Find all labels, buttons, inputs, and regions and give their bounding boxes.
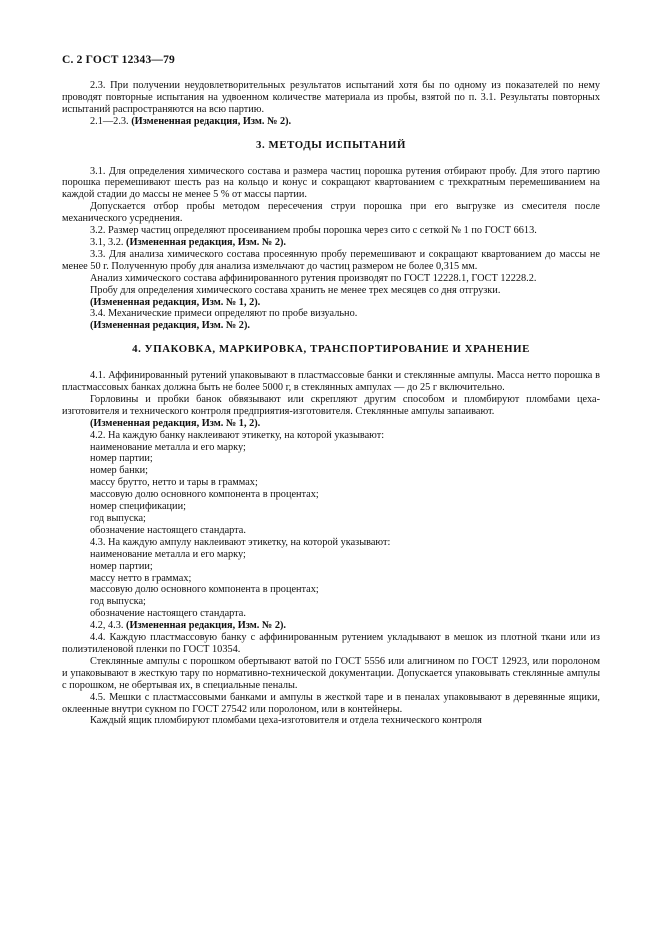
list-item: обозначение настоящего стандарта.	[90, 608, 246, 620]
document-body	[62, 80, 600, 727]
amendment-note	[62, 237, 600, 249]
paragraph: 2.3. При получении неудовлетворительных результатов испытаний хотя бы по одному из показателей по нему проводят повторные испытания на удвоенном количестве материала из пробы, взятой по п. 3.1. Результаты повторных испытаний распространяются на всю партию.	[62, 80, 600, 115]
list-item: массу брутто, нетто и тары в граммах;	[90, 477, 258, 489]
amendment-text: (Измененная редакция, Изм. № 1, 2).	[90, 296, 261, 308]
paragraph: 4.1. Аффинированный рутений упаковывают в пластмассовые банки и стеклянные ампулы. Масса нетто порошка в пластмассовых банках должна быть не более 5000 г, в стеклянных ампулах — до 25 г включительно.	[62, 370, 600, 394]
clause-ref: 4.2, 4.3.	[90, 620, 127, 632]
list-item: обозначение настоящего стандарта.	[90, 524, 246, 536]
paragraph: 4.5. Мешки с пластмассовыми банками и ампулы в жесткой таре и в пеналах упаковывают в деревянные ящики, оклеенные внутри сукном по ГОСТ 27542 или поролоном, или в контейнеры.	[62, 691, 600, 715]
list-item: год выпуска;	[90, 513, 146, 524]
amendment-text: (Измененная редакция, Изм. № 2).	[131, 115, 292, 127]
paragraph: 4.2. На каждую банку наклеивают этикетку, на которой указывают:	[90, 429, 385, 441]
list-item: год выпуска;	[90, 596, 146, 608]
paragraph: 4.3. На каждую ампулу наклеивают этикетку, на которой указывают:	[90, 536, 391, 548]
list-item: наименование металла и его марку;	[90, 441, 246, 453]
paragraph: Анализ химического состава аффинированного рутения производят по ГОСТ 12228.1, ГОСТ 12228.2.	[90, 272, 537, 284]
amendment-text: (Измененная редакция, Изм. № 1, 2).	[90, 417, 261, 429]
list-item: массовую долю основного компонента в процентах;	[90, 584, 319, 596]
clause-ref: 3.1, 3.2.	[90, 236, 127, 248]
list-item: номер партии;	[90, 560, 153, 572]
amendment-note	[62, 320, 600, 332]
list-item: номер партии;	[90, 453, 153, 465]
amendment-note	[62, 620, 600, 632]
amendment-note	[62, 116, 600, 128]
list-item: номер спецификации;	[90, 501, 186, 513]
amendment-text: (Измененная редакция, Изм. № 2).	[126, 620, 286, 632]
paragraph: Каждый ящик пломбируют пломбами цеха-изготовителя и отдела технического контроля	[90, 715, 482, 727]
list-item: массу нетто в граммах;	[90, 572, 192, 584]
paragraph: Стеклянные ампулы с порошком обертывают ватой по ГОСТ 5556 или алигнином по ГОСТ 12923, или поролоном и упаковывают в жесткую тару по нормативно-технической документации. Допускается упаковывать стеклянные ампулы с порошком, не обертывая их, в специальные пеналы.	[62, 655, 600, 691]
paragraph: 4.4. Каждую пластмассовую банку с аффинированным рутением укладывают в мешок из плотной ткани или из полиэтиленовой пленки по ГОСТ 10354.	[62, 632, 600, 655]
page-header: С. 2 ГОСТ 12343—79	[62, 54, 175, 66]
clause-ref: 2.1—2.3.	[90, 115, 132, 127]
list-item: наименование металла и его марку;	[90, 548, 246, 560]
paragraph: Горловины и пробки банок обвязывают или скрепляют другим способом и пломбируют пломбами цеха-изготовителя и технического контроля предприятия-изготовителя. Стеклянные ампулы запаивают.	[62, 393, 600, 417]
paragraph: Пробу для определения химического состава хранить не менее трех месяцев со дня отгрузки.	[90, 284, 501, 296]
section-heading: 4. УПАКОВКА, МАРКИРОВКА, ТРАНСПОРТИРОВАНИЕ И ХРАНЕНИЕ	[132, 343, 530, 356]
amendment-note	[62, 297, 600, 309]
section-heading: 3. МЕТОДЫ ИСПЫТАНИЙ	[255, 138, 407, 151]
paragraph: 3.2. Размер частиц определяют просеиванием пробы порошка через сито с сеткой № 1 по ГОСТ 6613.	[90, 225, 537, 237]
paragraph: 3.1. Для определения химического состава и размера частиц порошка рутения отбирают пробу. Для этого партию порошка перемешивают шесть раз на кольцо и конус и сокращают квартованием с трехкратным перемешиванием на каждой стадии до массы не менее 5 % от массы партии.	[62, 165, 600, 201]
paragraph: Допускается отбор пробы методом пересечения струи порошка при его выгрузке из смесителя после механического усреднения.	[62, 201, 600, 225]
amendment-note	[62, 418, 600, 430]
list-item: массовую долю основного компонента в процентах;	[90, 489, 319, 501]
list-item: номер банки;	[90, 465, 148, 477]
paragraph: 3.3. Для анализа химического состава просеянную пробу перемешивают и сокращают квартованием до массы не менее 50 г. Полученную пробу для анализа измельчают до частиц размером не более 0,315 мм.	[62, 248, 600, 272]
paragraph: 3.4. Механические примеси определяют по пробе визуально.	[90, 308, 358, 320]
amendment-text: (Измененная редакция, Изм. № 2).	[126, 236, 286, 248]
amendment-text: (Измененная редакция, Изм. № 2).	[90, 320, 250, 332]
